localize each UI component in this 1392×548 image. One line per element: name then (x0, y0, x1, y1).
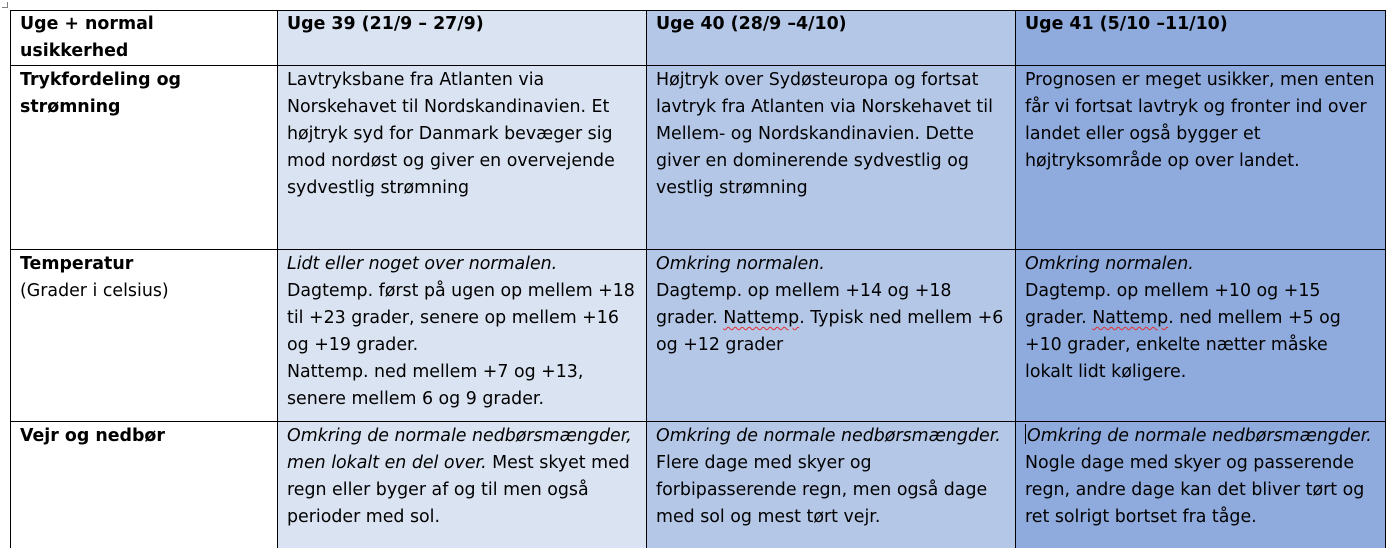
spellcheck-word: Nattemp (723, 308, 800, 328)
weather-row (11, 422, 1386, 548)
temperature-label: Temperatur (20, 254, 134, 274)
temperature-week41-summary: Omkring normalen. (1025, 254, 1194, 274)
weather-week41-summary-text: Omkring de normale nedbørsmængder. (1027, 426, 1372, 446)
temperature-week40-night: . Typisk ned mellem +6 og +12 grader (656, 308, 1004, 355)
header-label-cell[interactable]: Uge + normal usikkerhed (11, 11, 278, 66)
weather-week39-detail: Mest skyet med regn eller byger af og til men også perioder med sol. (287, 453, 630, 527)
temperature-week39-night: Nattemp. ned mellem +7 og +13, senere mellem 6 og 9 grader. (287, 362, 584, 409)
weather-label-cell[interactable] (11, 422, 278, 548)
temperature-week41-night: . ned mellem +5 og +10 grader, enkelte nætter måske lokalt lidt køligere. (1025, 308, 1341, 382)
weather-week41-cell[interactable] (1016, 422, 1386, 548)
weather-week39-cell[interactable] (278, 422, 647, 548)
weather-week40-detail: Flere dage med skyer og forbipasserende regn, men også dage med sol og mest tørt vejr. (656, 453, 988, 527)
temperature-sublabel: (Grader i celsius) (20, 281, 169, 301)
header-week39-cell[interactable]: Uge 39 (21/9 – 27/9) (278, 11, 647, 66)
header-week41-cell[interactable]: Uge 41 (5/10 –11/10) (1016, 11, 1386, 66)
weather-week39-summary: Omkring de normale nedbørsmængder, men lokalt en del over. (287, 426, 632, 473)
temperature-week39-cell[interactable] (278, 250, 647, 422)
weather-forecast-table (10, 10, 1386, 548)
temperature-week41-cell[interactable] (1016, 250, 1386, 422)
temperature-label-cell[interactable] (11, 250, 278, 422)
pressure-row (11, 66, 1386, 250)
temperature-week40-day: Dagtemp. op mellem +14 og +18 grader. (656, 281, 952, 328)
pressure-label-cell[interactable] (11, 66, 278, 250)
weather-label: Vejr og nedbør (20, 426, 165, 446)
pressure-week40-cell[interactable]: Højtryk over Sydøsteuropa og fortsat lavtryk fra Atlanten via Norskehavet til Mellem- og Nordskandinavien. Dette giver en dominerende sydvestlig og vestlig strømning (647, 66, 1016, 250)
text-cursor (1025, 424, 1026, 444)
temperature-week40-summary: Omkring normalen. (656, 254, 825, 274)
header-week40-cell[interactable]: Uge 40 (28/9 –4/10) (647, 11, 1016, 66)
document-corner-mark (2, 2, 8, 8)
temperature-week39-day: Dagtemp. først på ugen op mellem +18 til +23 grader, senere op mellem +16 og +19 grader. (287, 281, 635, 355)
weather-week40-cell[interactable] (647, 422, 1016, 548)
pressure-week41-cell[interactable]: Prognosen er meget usikker, men enten får vi fortsat lavtryk og fronter ind over landet eller også bygger et højtryksområde op over landet. (1016, 66, 1386, 250)
temperature-week39-summary: Lidt eller noget over normalen. (287, 254, 558, 274)
temperature-week40-cell[interactable] (647, 250, 1016, 422)
weather-week40-summary: Omkring de normale nedbørsmængder. (656, 426, 1001, 446)
weather-week41-detail: Nogle dage med skyer og passerende regn, andre dage kan det bliver tørt og ret solrigt bortset fra tåge. (1025, 453, 1365, 527)
temperature-row (11, 250, 1386, 422)
pressure-label: Trykfordeling og strømning (20, 70, 181, 117)
pressure-week39-cell[interactable]: Lavtryksbane fra Atlanten via Norskehavet til Nordskandinavien. Et højtryk syd for Danmark bevæger sig mod nordøst og giver en overvejende sydvestlig strømning (278, 66, 647, 250)
temperature-week41-day: Dagtemp. op mellem +10 og +15 grader. (1025, 281, 1321, 328)
weather-week41-summary (1025, 423, 1376, 450)
table-header-row (11, 11, 1386, 66)
spellcheck-word: Nattemp (1092, 308, 1169, 328)
